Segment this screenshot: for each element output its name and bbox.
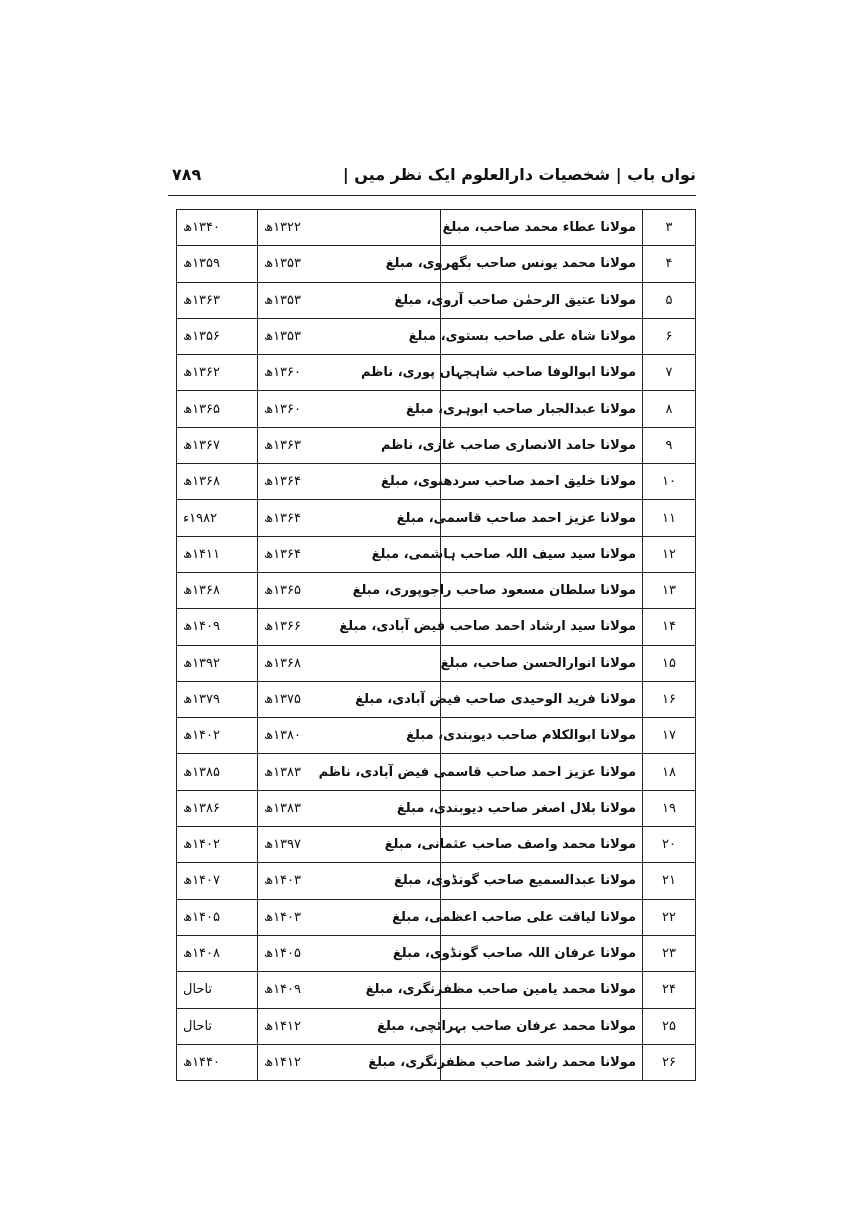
person-name: مولانا عبدالجبار صاحب ابوہری، مبلغ bbox=[441, 391, 643, 427]
table-row bbox=[177, 827, 696, 863]
row-number: ۱۹ bbox=[643, 790, 696, 826]
row-number: ۲۴ bbox=[643, 972, 696, 1008]
start-year: ۱۳۶۴ھ bbox=[258, 536, 441, 572]
start-year: ۱۴۰۹ھ bbox=[258, 972, 441, 1008]
person-name: مولانا سید سیف اللہ صاحب ہاشمی، مبلغ bbox=[441, 536, 643, 572]
person-name: مولانا سلطان مسعود صاحب راجوپوری، مبلغ bbox=[441, 572, 643, 608]
end-year: ۱۴۰۷ھ bbox=[177, 863, 258, 899]
start-year: ۱۳۶۶ھ bbox=[258, 609, 441, 645]
start-year: ۱۳۶۰ھ bbox=[258, 355, 441, 391]
end-year: ۱۳۴۰ھ bbox=[177, 210, 258, 246]
table-row bbox=[177, 609, 696, 645]
row-number: ۲۱ bbox=[643, 863, 696, 899]
row-number: ۲۰ bbox=[643, 827, 696, 863]
end-year: ۱۳۹۲ھ bbox=[177, 645, 258, 681]
person-name: مولانا سید ارشاد احمد صاحب فیض آبادی، مبلغ bbox=[441, 609, 643, 645]
end-year: ۱۴۱۱ھ bbox=[177, 536, 258, 572]
row-number: ۵ bbox=[643, 282, 696, 318]
row-number: ۱۵ bbox=[643, 645, 696, 681]
start-year: ۱۴۰۳ھ bbox=[258, 899, 441, 935]
end-year: ۱۴۰۹ھ bbox=[177, 609, 258, 645]
end-year: ۱۴۰۲ھ bbox=[177, 718, 258, 754]
end-year: تاحال bbox=[177, 972, 258, 1008]
row-number: ۲۲ bbox=[643, 899, 696, 935]
start-year: ۱۳۵۳ھ bbox=[258, 246, 441, 282]
start-year: ۱۳۶۰ھ bbox=[258, 391, 441, 427]
person-name: مولانا محمد یامین صاحب مظفرنگری، مبلغ bbox=[441, 972, 643, 1008]
table-row bbox=[177, 391, 696, 427]
row-number: ۱۲ bbox=[643, 536, 696, 572]
end-year: ۱۴۰۸ھ bbox=[177, 935, 258, 971]
row-number: ۲۶ bbox=[643, 1044, 696, 1080]
start-year: ۱۴۰۳ھ bbox=[258, 863, 441, 899]
end-year: تاحال bbox=[177, 1008, 258, 1044]
person-name: مولانا عطاء محمد صاحب، مبلغ bbox=[441, 210, 643, 246]
start-year: ۱۳۸۳ھ bbox=[258, 790, 441, 826]
end-year: ۱۳۸۶ھ bbox=[177, 790, 258, 826]
row-number: ۳ bbox=[643, 210, 696, 246]
table-row bbox=[177, 645, 696, 681]
row-number: ۱۰ bbox=[643, 464, 696, 500]
table-row bbox=[177, 282, 696, 318]
start-year: ۱۳۶۴ھ bbox=[258, 500, 441, 536]
header-divider bbox=[168, 195, 696, 196]
start-year: ۱۳۲۲ھ bbox=[258, 210, 441, 246]
table-row bbox=[177, 863, 696, 899]
person-name: مولانا فرید الوحیدی صاحب فیض آبادی، مبلغ bbox=[441, 681, 643, 717]
table-row bbox=[177, 500, 696, 536]
row-number: ۱۷ bbox=[643, 718, 696, 754]
end-year: ۱۴۰۲ھ bbox=[177, 827, 258, 863]
start-year: ۱۴۰۵ھ bbox=[258, 935, 441, 971]
end-year: ۱۳۸۵ھ bbox=[177, 754, 258, 790]
table-row bbox=[177, 572, 696, 608]
start-year: ۱۳۶۵ھ bbox=[258, 572, 441, 608]
row-number: ۱۱ bbox=[643, 500, 696, 536]
row-number: ۷ bbox=[643, 355, 696, 391]
table-row bbox=[177, 790, 696, 826]
end-year: ۱۳۶۳ھ bbox=[177, 282, 258, 318]
table-row bbox=[177, 899, 696, 935]
row-number: ۱۴ bbox=[643, 609, 696, 645]
page-number: ۷۸۹ bbox=[172, 165, 202, 184]
start-year: ۱۴۱۲ھ bbox=[258, 1008, 441, 1044]
end-year: ۱۹۸۲ء bbox=[177, 500, 258, 536]
table-row bbox=[177, 935, 696, 971]
end-year: ۱۳۵۶ھ bbox=[177, 318, 258, 354]
person-name: مولانا شاہ علی صاحب بستوی، مبلغ bbox=[441, 318, 643, 354]
row-number: ۹ bbox=[643, 427, 696, 463]
table-row bbox=[177, 1008, 696, 1044]
end-year: ۱۳۷۹ھ bbox=[177, 681, 258, 717]
table-row bbox=[177, 464, 696, 500]
person-name: مولانا عتیق الرحمٰن صاحب آروی، مبلغ bbox=[441, 282, 643, 318]
table-row bbox=[177, 246, 696, 282]
end-year: ۱۴۴۰ھ bbox=[177, 1044, 258, 1080]
start-year: ۱۳۹۷ھ bbox=[258, 827, 441, 863]
table-row bbox=[177, 754, 696, 790]
end-year: ۱۳۶۸ھ bbox=[177, 464, 258, 500]
table-row bbox=[177, 536, 696, 572]
start-year: ۱۳۷۵ھ bbox=[258, 681, 441, 717]
table-row bbox=[177, 318, 696, 354]
start-year: ۱۴۱۲ھ bbox=[258, 1044, 441, 1080]
end-year: ۱۳۵۹ھ bbox=[177, 246, 258, 282]
person-name: مولانا خلیق احمد صاحب سردھنوی، مبلغ bbox=[441, 464, 643, 500]
person-name: مولانا عزیز احمد صاحب قاسمی، مبلغ bbox=[441, 500, 643, 536]
person-name: مولانا عرفان اللہ صاحب گونڈوی، مبلغ bbox=[441, 935, 643, 971]
row-number: ۶ bbox=[643, 318, 696, 354]
end-year: ۱۳۶۲ھ bbox=[177, 355, 258, 391]
end-year: ۱۴۰۵ھ bbox=[177, 899, 258, 935]
person-name: مولانا ابوالوفا صاحب شاہجہاں پوری، ناظم bbox=[441, 355, 643, 391]
person-name: مولانا عبدالسمیع صاحب گونڈوی، مبلغ bbox=[441, 863, 643, 899]
row-number: ۲۵ bbox=[643, 1008, 696, 1044]
row-number: ۱۳ bbox=[643, 572, 696, 608]
start-year: ۱۳۵۳ھ bbox=[258, 282, 441, 318]
table-row bbox=[177, 210, 696, 246]
start-year: ۱۳۶۸ھ bbox=[258, 645, 441, 681]
table-row bbox=[177, 427, 696, 463]
person-name: مولانا انوارالحسن صاحب، مبلغ bbox=[441, 645, 643, 681]
table-row bbox=[177, 681, 696, 717]
start-year: ۱۳۸۰ھ bbox=[258, 718, 441, 754]
start-year: ۱۳۸۳ھ bbox=[258, 754, 441, 790]
person-name: مولانا بلال اصغر صاحب دیوبندی، مبلغ bbox=[441, 790, 643, 826]
person-name: مولانا محمد واصف صاحب عثمانی، مبلغ bbox=[441, 827, 643, 863]
running-title: نواں باب | شخصیات دارالعلوم ایک نظر میں | bbox=[342, 165, 696, 184]
start-year: ۱۳۶۴ھ bbox=[258, 464, 441, 500]
row-number: ۸ bbox=[643, 391, 696, 427]
person-name: مولانا محمد راشد صاحب مظفرنگری، مبلغ bbox=[441, 1044, 643, 1080]
table-row bbox=[177, 718, 696, 754]
staff-table-body bbox=[177, 210, 696, 1081]
start-year: ۱۳۵۳ھ bbox=[258, 318, 441, 354]
start-year: ۱۳۶۳ھ bbox=[258, 427, 441, 463]
person-name: مولانا ابوالکلام صاحب دیوبندی، مبلغ bbox=[441, 718, 643, 754]
person-name: مولانا محمد عرفان صاحب بہرائچی، مبلغ bbox=[441, 1008, 643, 1044]
row-number: ۱۶ bbox=[643, 681, 696, 717]
end-year: ۱۳۶۸ھ bbox=[177, 572, 258, 608]
table-row bbox=[177, 1044, 696, 1080]
page-header bbox=[170, 163, 696, 197]
row-number: ۲۳ bbox=[643, 935, 696, 971]
person-name: مولانا حامد الانصاری صاحب غازی، ناظم bbox=[441, 427, 643, 463]
end-year: ۱۳۶۷ھ bbox=[177, 427, 258, 463]
person-name: مولانا عزیز احمد صاحب قاسمی فیض آبادی، ناظم bbox=[441, 754, 643, 790]
staff-table bbox=[176, 209, 696, 1081]
end-year: ۱۳۶۵ھ bbox=[177, 391, 258, 427]
row-number: ۴ bbox=[643, 246, 696, 282]
person-name: مولانا لیاقت علی صاحب اعظمی، مبلغ bbox=[441, 899, 643, 935]
person-name: مولانا محمد یونس صاحب بگھروی، مبلغ bbox=[441, 246, 643, 282]
table-row bbox=[177, 972, 696, 1008]
row-number: ۱۸ bbox=[643, 754, 696, 790]
table-row bbox=[177, 355, 696, 391]
